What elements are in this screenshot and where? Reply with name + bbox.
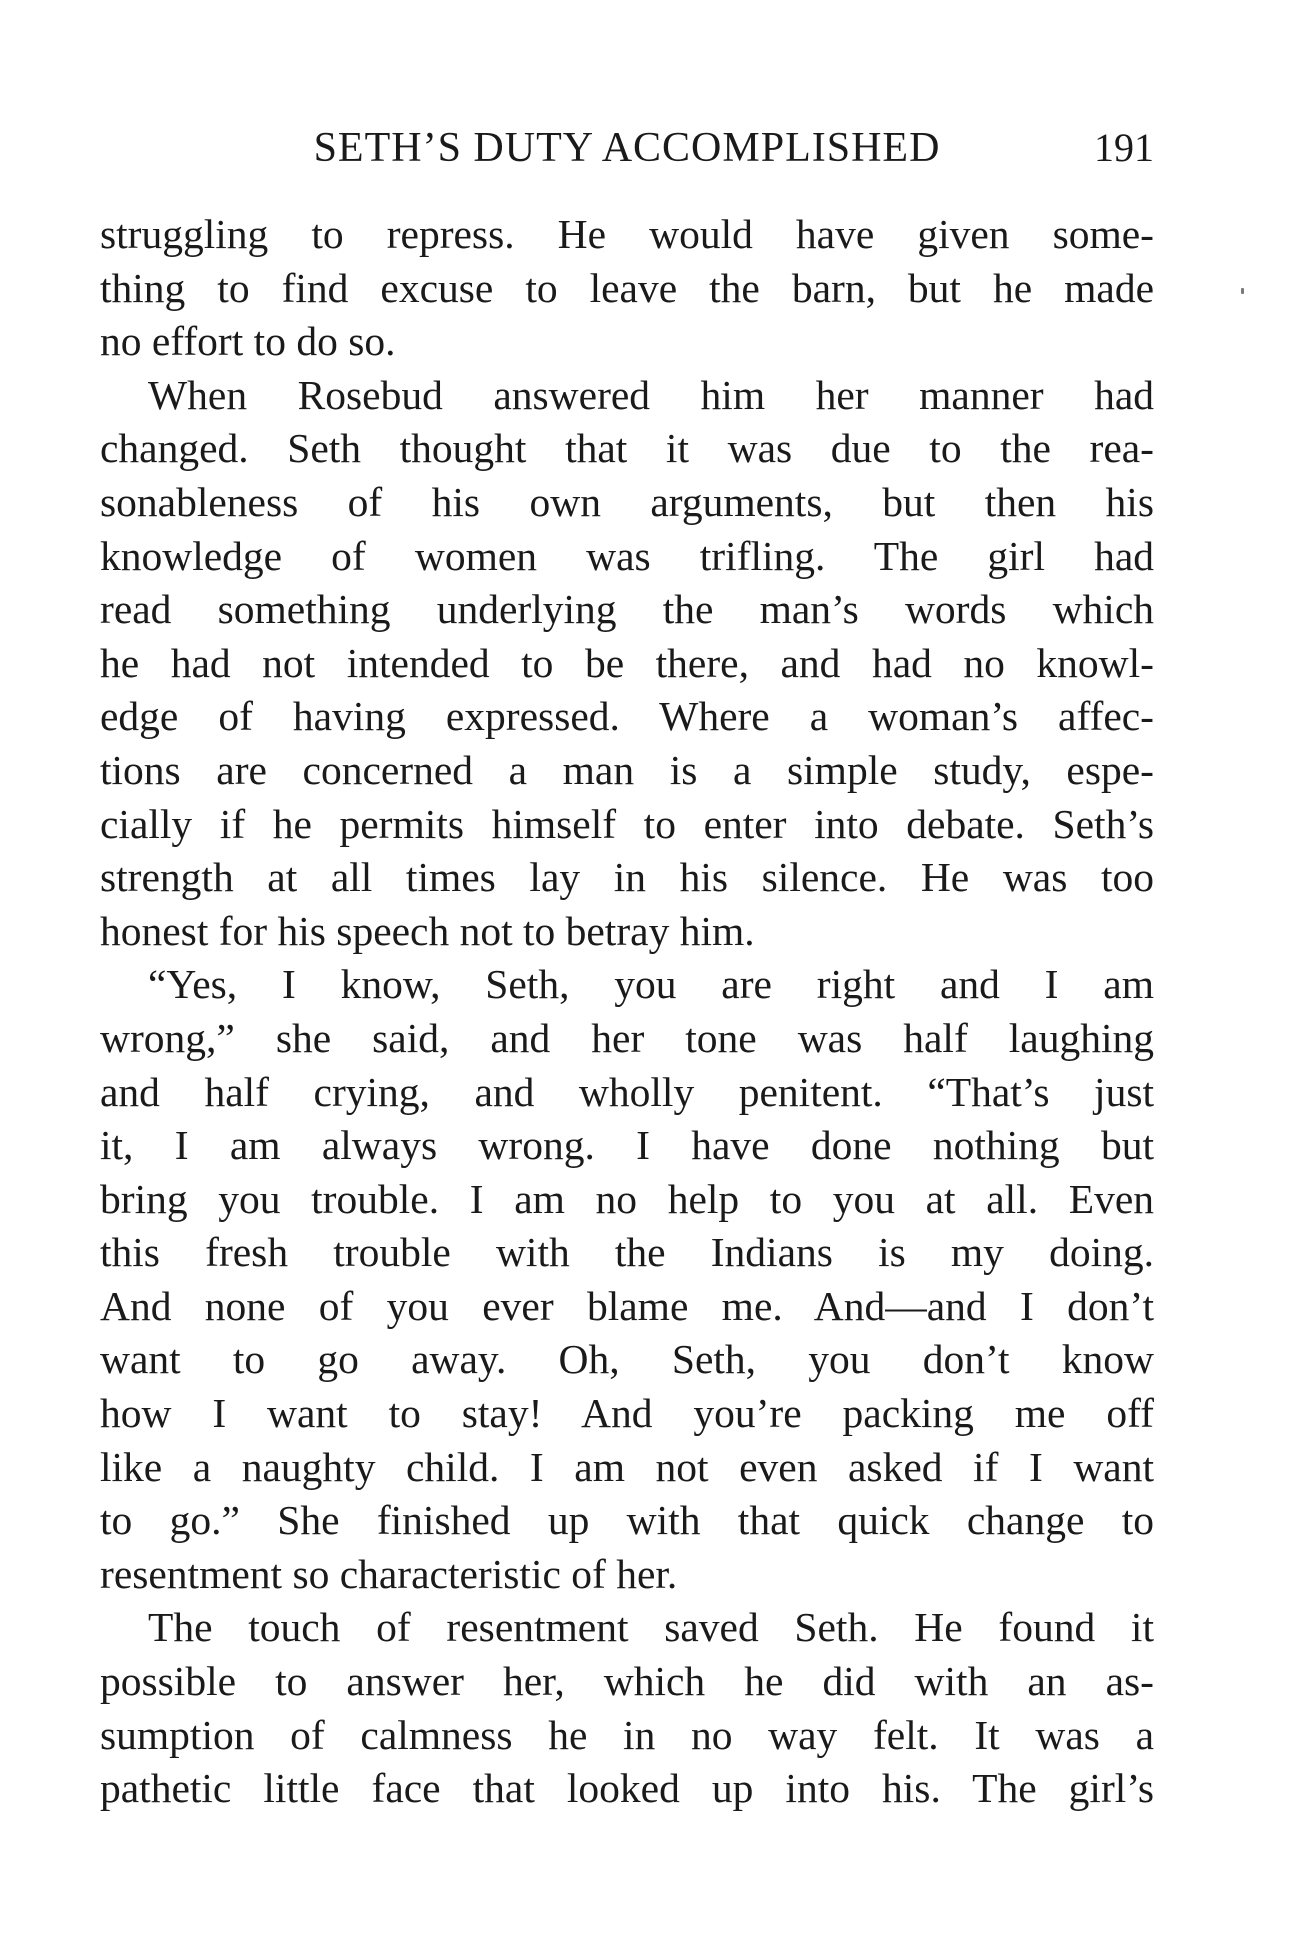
text-line: honest for his speech not to betray him. bbox=[100, 907, 755, 954]
text-line: resentment so characteristic of her. bbox=[100, 1550, 678, 1597]
paragraph bbox=[100, 1601, 1154, 1815]
text-line: this fresh trouble with the Indians is my doing. bbox=[100, 1229, 1154, 1276]
text-line: knowledge of women was trifling. The girl had bbox=[100, 532, 1154, 579]
text-line: cially if he permits himself to enter into debate. Seth’s bbox=[100, 800, 1154, 847]
text-line: read something underlying the man’s words which bbox=[100, 586, 1154, 633]
text-line: it, I am always wrong. I have done nothing but bbox=[100, 1122, 1154, 1169]
text-line: sonableness of his own arguments, but then his bbox=[100, 478, 1154, 525]
text-line: pathetic little face that looked up into his. The girl’s bbox=[100, 1765, 1154, 1812]
paragraph bbox=[100, 369, 1154, 959]
text-line: to go.” She finished up with that quick change to bbox=[100, 1497, 1154, 1544]
page-number: 191 bbox=[1094, 125, 1154, 170]
text-line: and half crying, and wholly penitent. “That’s just bbox=[100, 1068, 1154, 1115]
text-line: strength at all times lay in his silence. He was too bbox=[100, 854, 1154, 901]
text-line: he had not intended to be there, and had no knowl- bbox=[100, 639, 1154, 686]
text-line: how I want to stay! And you’re packing me off bbox=[100, 1390, 1154, 1437]
text-line: no effort to do so. bbox=[100, 318, 396, 365]
running-title: SETH’S DUTY ACCOMPLISHED bbox=[313, 125, 941, 171]
body-text bbox=[100, 208, 1154, 1816]
text-line: wrong,” she said, and her tone was half laughing bbox=[100, 1014, 1154, 1061]
print-speck bbox=[1241, 288, 1244, 294]
text-line: changed. Seth thought that it was due to the rea- bbox=[100, 425, 1154, 472]
text-line: bring you trouble. I am no help to you at all. Even bbox=[100, 1175, 1154, 1222]
text-line: When Rosebud answered him her manner had bbox=[148, 371, 1154, 418]
paragraph bbox=[100, 208, 1154, 369]
paragraph bbox=[100, 958, 1154, 1601]
text-line: struggling to repress. He would have given some- bbox=[100, 211, 1154, 257]
running-head bbox=[100, 118, 1154, 178]
text-line: edge of having expressed. Where a woman’s affec- bbox=[100, 693, 1154, 740]
text-line: thing to find excuse to leave the barn, but he made bbox=[100, 264, 1154, 311]
text-line: possible to answer her, which he did with an as- bbox=[100, 1658, 1154, 1705]
text-line: And none of you ever blame me. And—and I don’t bbox=[100, 1282, 1154, 1329]
text-line: sumption of calmness he in no way felt. It was a bbox=[100, 1711, 1154, 1758]
text-line: want to go away. Oh, Seth, you don’t know bbox=[100, 1336, 1154, 1383]
text-line: The touch of resentment saved Seth. He found it bbox=[148, 1604, 1154, 1651]
text-line: tions are concerned a man is a simple study, espe- bbox=[100, 746, 1154, 793]
text-line: “Yes, I know, Seth, you are right and I am bbox=[148, 961, 1154, 1008]
text-line: like a naughty child. I am not even asked if I want bbox=[100, 1443, 1154, 1490]
